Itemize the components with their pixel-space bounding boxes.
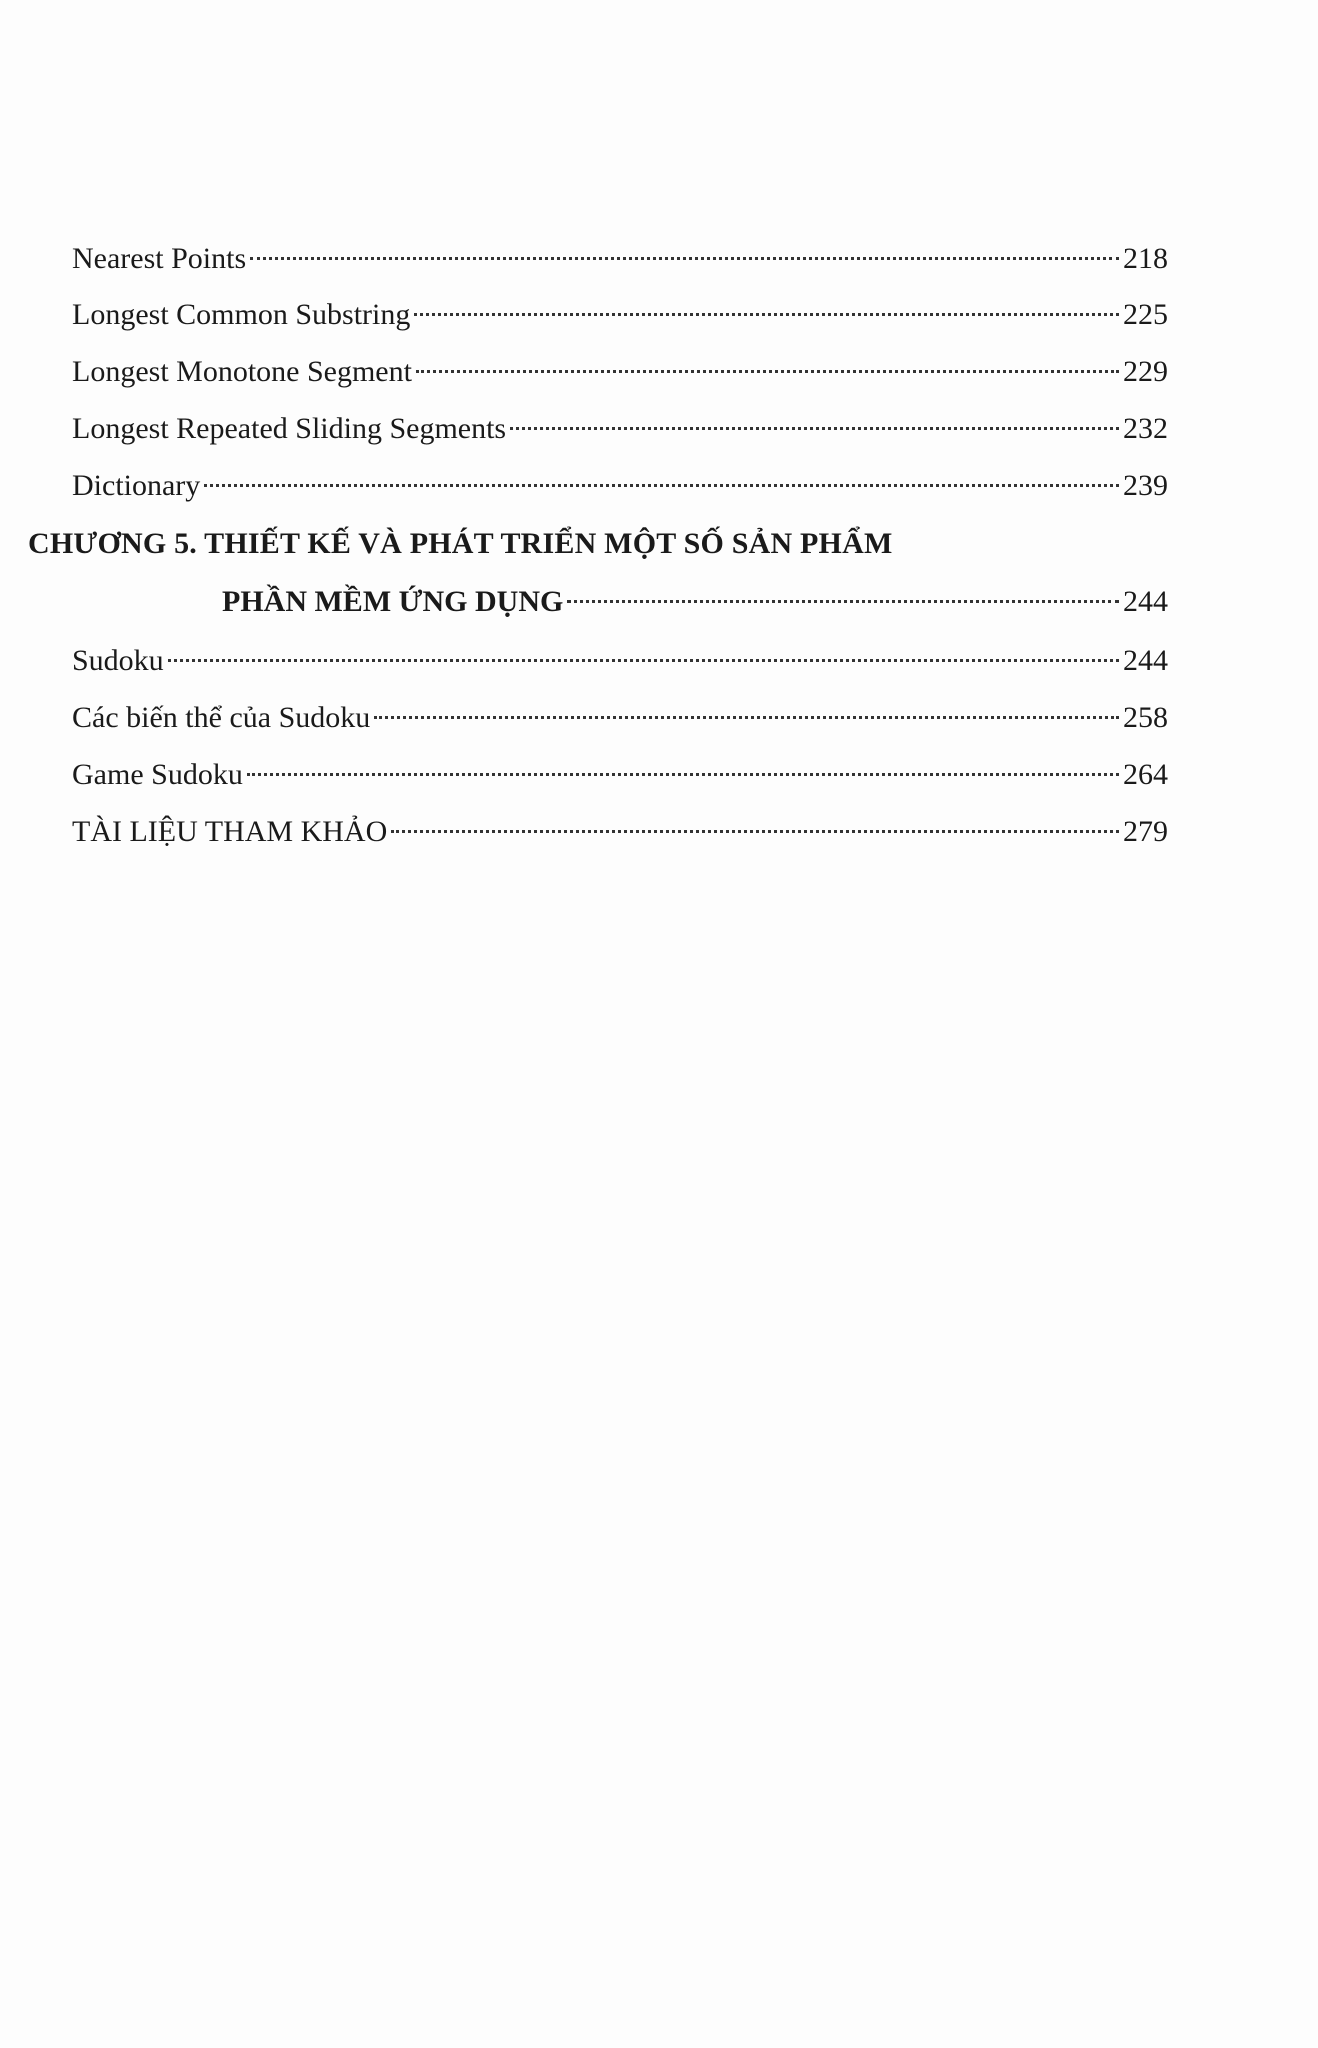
- toc-entry-page: 225: [1123, 298, 1168, 331]
- toc-entry-dictionary: [72, 461, 1168, 503]
- toc-entry-page: 258: [1123, 701, 1168, 734]
- dot-leader: [204, 461, 1119, 495]
- dot-leader: [250, 234, 1119, 268]
- toc-entry-chapter-5: [222, 577, 1168, 619]
- toc-entry-label: Dictionary: [72, 469, 201, 502]
- toc-entry-references: [72, 807, 1168, 849]
- chapter-5-heading: CHƯƠNG 5. THIẾT KẾ VÀ PHÁT TRIỂN MỘT SỐ SẢN PHẨM: [28, 527, 893, 560]
- toc-entry-label: Sudoku: [72, 644, 164, 677]
- dot-leader: [567, 577, 1119, 611]
- dot-leader: [510, 404, 1119, 438]
- toc-entry-page: 264: [1123, 758, 1168, 791]
- toc-entry-page: 218: [1123, 242, 1168, 275]
- toc-entry-page: 279: [1123, 815, 1168, 848]
- toc-entry-longest-common-substring: [72, 290, 1168, 332]
- toc-entry-label: Game Sudoku: [72, 758, 243, 791]
- dot-leader: [416, 347, 1119, 381]
- dot-leader: [391, 807, 1119, 841]
- toc-entry-label: Longest Repeated Sliding Segments: [72, 412, 507, 445]
- toc-entry-sudoku-variants: [72, 693, 1168, 735]
- toc-entry-label: TÀI LIỆU THAM KHẢO: [72, 815, 388, 848]
- dot-leader: [247, 750, 1119, 784]
- dot-leader: [168, 636, 1119, 670]
- toc-entry-longest-repeated-sliding-segments: [72, 404, 1168, 446]
- chapter-5-heading-continued: PHẦN MỀM ỨNG DỤNG: [222, 585, 564, 618]
- toc-entry-page: 244: [1123, 585, 1168, 618]
- toc-entry-page: 239: [1123, 469, 1168, 502]
- dot-leader: [414, 290, 1119, 324]
- toc-entry-label: Các biến thể của Sudoku: [72, 701, 371, 734]
- toc-entry-nearest-points: [72, 234, 1168, 276]
- toc-entry-sudoku: [72, 636, 1168, 678]
- toc-entry-game-sudoku: [72, 750, 1168, 792]
- toc-entry-page: 229: [1123, 355, 1168, 388]
- toc-entry-longest-monotone-segment: [72, 347, 1168, 389]
- toc-entry-page: 244: [1123, 644, 1168, 677]
- toc-entry-label: Longest Common Substring: [72, 298, 411, 331]
- toc-entry-label: Longest Monotone Segment: [72, 355, 412, 388]
- toc-entry-page: 232: [1123, 412, 1168, 445]
- dot-leader: [374, 693, 1119, 727]
- toc-entry-label: Nearest Points: [72, 242, 247, 275]
